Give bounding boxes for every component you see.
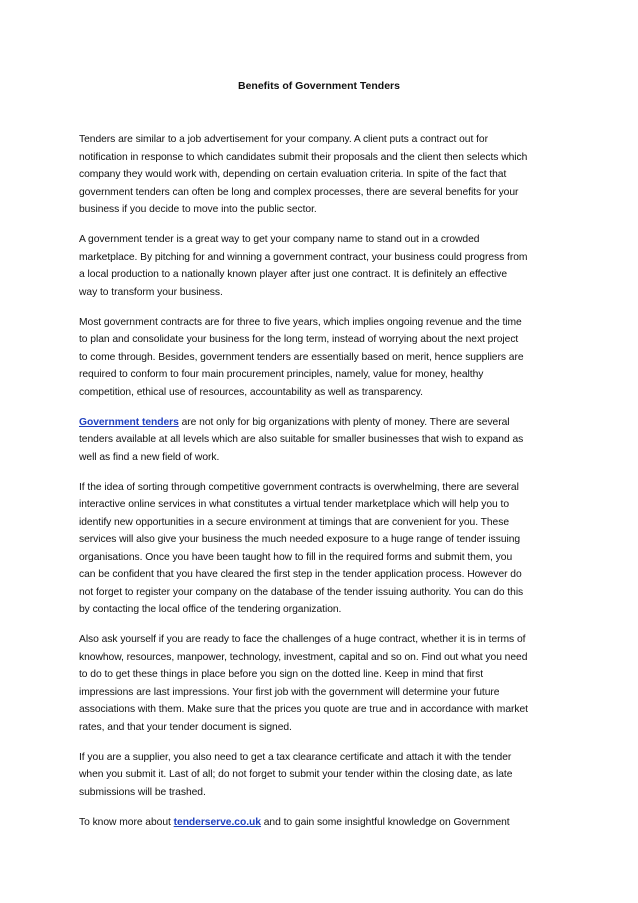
text-line: interactive online services in what constitutes a virtual tender marketplace which will help you to	[79, 499, 510, 510]
text-line: Tenders are similar to a job advertisement for your company. A client puts a contract out for	[79, 134, 488, 145]
text-line: Also ask yourself if you are ready to face the challenges of a huge contract, whether it is in terms of	[79, 634, 526, 645]
text-line: organisations. Once you have been taught how to fill in the required forms and submit them, you	[79, 551, 513, 563]
text-line: a local production to a nationally known player after just one contract. It is definitely an effective	[79, 269, 507, 280]
text-fragment: and to gain some insightful knowledge on Government	[260, 816, 510, 828]
text-line	[79, 414, 565, 432]
text-line: services will also give your business the much needed exposure to a huge range of tender issuing	[79, 534, 521, 545]
document-body	[79, 131, 565, 844]
text-fragment: To know more about	[79, 816, 174, 828]
text-line: A government tender is a great way to get your company name to stand out in a crowded	[79, 234, 480, 245]
paragraph-8	[79, 814, 565, 832]
paragraph-3	[79, 314, 565, 402]
text-fragment: are not only for big organizations with plenty of money. There are several	[178, 416, 510, 428]
paragraph-2	[79, 231, 565, 301]
text-line: Most government contracts are for three to five years, which implies ongoing revenue and the time	[79, 316, 522, 328]
text-line: notification in response to which candidates submit their proposals and the client then selects which	[79, 151, 528, 163]
text-line: If the idea of sorting through competitive government contracts is overwhelming, there are several	[79, 481, 519, 493]
text-line: knowhow, resources, manpower, technology, investment, capital and so on. Find out what you need	[79, 651, 528, 663]
text-line: government tenders can often be long and complex processes, there are several benefits for your	[79, 186, 519, 198]
text-line: rates, and that your tender document is signed.	[79, 721, 292, 733]
text-line: when you submit it. Last of all; do not forget to submit your tender within the closing date, as late	[79, 769, 513, 780]
text-line: well as find a new field of work.	[79, 451, 220, 463]
paragraph-4	[79, 414, 565, 467]
text-line: required to conform to four main procurement principles, namely, value for money, healthy	[79, 369, 484, 380]
text-line: If you are a supplier, you also need to get a tax clearance certificate and attach it with the tender	[79, 751, 512, 763]
text-line: business if you decide to move into the public sector.	[79, 204, 317, 215]
paragraph-1	[79, 131, 565, 219]
text-line: identify new opportunities in a secure environment at timings that are convenient for you. These	[79, 516, 510, 528]
text-line: competition, ethical use of resources, accountability as well as transparency.	[79, 386, 423, 398]
government-tenders-link[interactable]: Government tenders	[79, 416, 179, 428]
text-line: to come through. Besides, government tenders are essentially based on merit, hence suppliers are	[79, 351, 524, 363]
text-line: company they would work with, depending on certain evaluation criteria. In spite of the fact that	[79, 169, 507, 180]
paragraph-6	[79, 631, 565, 736]
paragraph-7	[79, 749, 565, 802]
text-line: marketplace. By pitching for and winning a government contract, your business could progress from	[79, 251, 528, 263]
paragraph-5	[79, 479, 565, 619]
text-line: submissions will be trashed.	[79, 786, 206, 798]
tenderserve-link[interactable]: tenderserve.co.uk	[173, 816, 261, 828]
text-line: to plan and consolidate your business for the long term, instead of worrying about the next project	[79, 334, 519, 345]
text-line: impressions are last impressions. Your first job with the government will determine your future	[79, 686, 500, 698]
text-line: associations with them. Make sure that the prices you quote are true and in accordance with market	[79, 704, 528, 715]
text-line: tenders available at all levels which are also suitable for smaller businesses that wish to expand as	[79, 434, 524, 445]
text-line	[79, 814, 565, 832]
text-line: not forget to register your company on the database of the tender issuing authority. You can do this	[79, 586, 524, 598]
text-line: to do to get these things in place before you sign on the dotted line. Keep in mind that first	[79, 669, 484, 680]
text-line: way to transform your business.	[79, 286, 223, 298]
text-line: can be confident that you have cleared the first step in the tender application process. However do	[79, 569, 522, 580]
document-title: Benefits of Government Tenders	[237, 80, 400, 92]
text-line: by contacting the local office of the tendering organization.	[79, 604, 342, 615]
